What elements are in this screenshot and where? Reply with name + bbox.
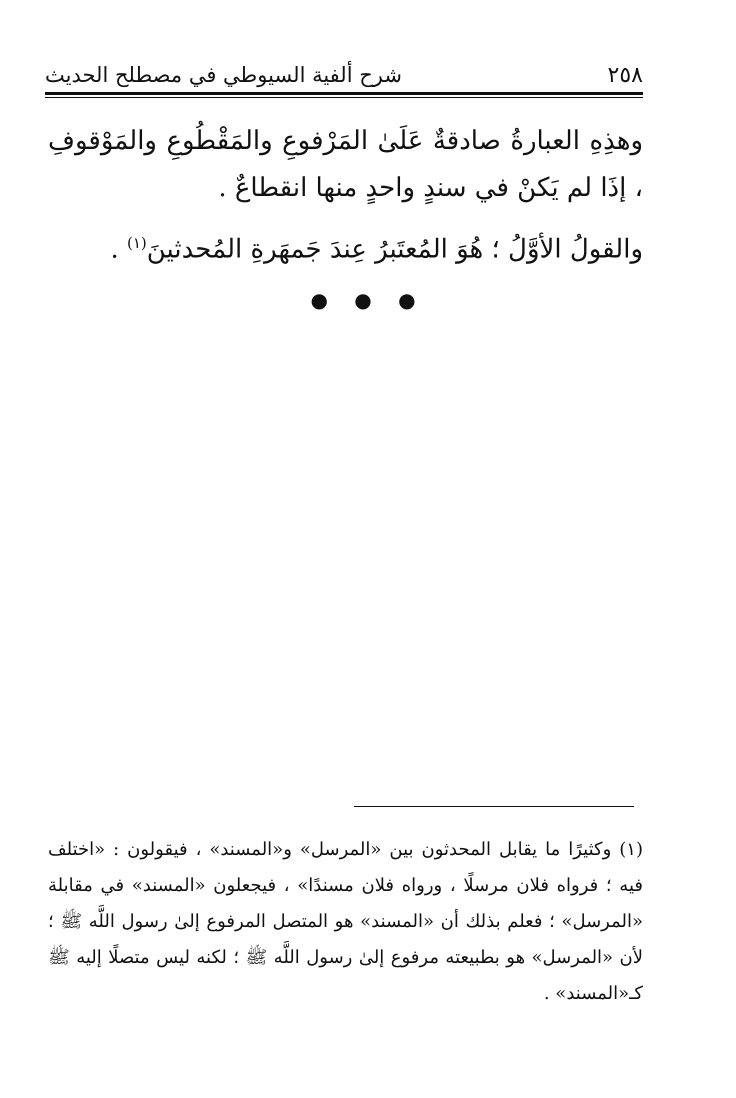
footnote-1: (١) وكثيرًا ما يقابل المحدثون بين «المرسل» و«المسند» ، فيقولون : «اختلف فيه ؛ فرواه فلان مرسلًا ، ورواه فلان مسندًا» ، فيجعلون «المسند» في مقابلة «المرسل» ؛ فعلم بذلك أن «المسند» هو المتصل المرفوع إلىٰ رسول اللَّه ﷺ ؛ لأن «المرسل» هو بطبيعته مرفوع إلىٰ رسول اللَّه ﷺ ؛ لكنه ليس متصلًا إليه ﷺ كـ«المسند» . <box>48 839 643 1004</box>
footnote-reference: (١) <box>126 234 147 252</box>
page-number: ٢٥٨ <box>607 62 643 88</box>
header-rule-thick <box>45 92 643 95</box>
paragraph-2-text: والقولُ الأوَّلُ ؛ هُوَ المُعتَبرُ عِندَ جَمهَرةِ المُحدثينَ <box>146 234 643 265</box>
paragraph-1: وهذِهِ العبارةُ صادقةٌ عَلَىٰ المَرْفوعِ والمَقْطُوعِ والمَوْقوفِ ، إذَا لم يَكنْ في سندٍ واحدٍ منها انقطاعٌ . <box>48 126 643 203</box>
page-header <box>45 58 643 92</box>
main-text <box>48 118 643 274</box>
header-rule-thin <box>45 97 643 98</box>
section-ornament: ● ● ● <box>310 288 426 312</box>
footnote-separator <box>354 806 634 807</box>
paragraph-2-end: . <box>110 234 127 265</box>
paragraph-2 <box>48 220 643 274</box>
footnotes <box>48 832 643 1012</box>
running-title: شرح ألفية السيوطي في مصطلح الحديث <box>45 63 402 87</box>
